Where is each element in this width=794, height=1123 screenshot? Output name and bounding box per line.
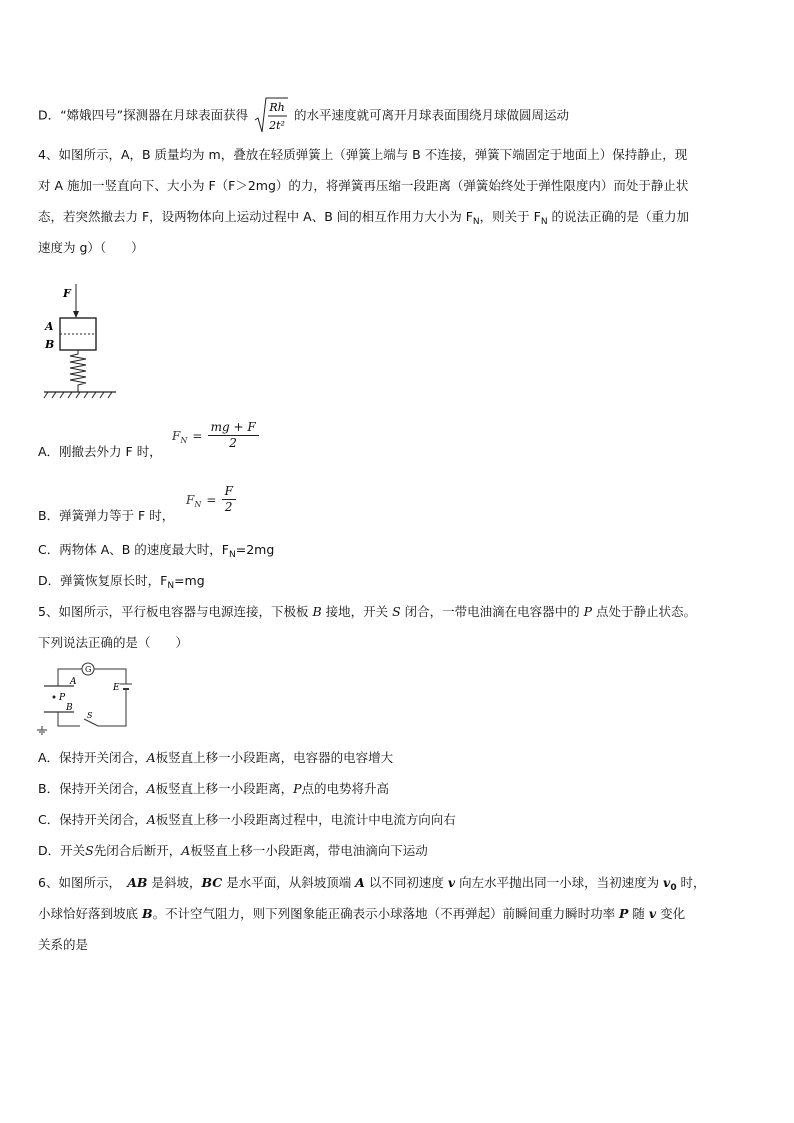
q5-var: B bbox=[312, 604, 322, 619]
option-text: C．两物体 A、B 的速度最大时，F bbox=[38, 542, 229, 557]
force-label: F bbox=[63, 287, 71, 300]
option-label: A．刚撤去外力 F 时， bbox=[38, 444, 162, 459]
q4-text: 态，若突然撤去力 F，设两物体向上运动过程中 A、B 间的相互作用力大小为 F bbox=[38, 209, 473, 224]
q6-var: v bbox=[648, 906, 657, 921]
wire-top-right bbox=[94, 669, 126, 684]
q4-text: ，则关于 F bbox=[479, 209, 541, 224]
q6-text: 6、如图所示， bbox=[38, 875, 128, 890]
q6-text: 小球恰好落到坡底 bbox=[38, 906, 142, 921]
sqrt-expression bbox=[254, 96, 288, 136]
q4-option-a bbox=[38, 444, 758, 460]
wire-bottom-left bbox=[58, 712, 80, 726]
q4-option-a-formula bbox=[172, 420, 259, 451]
q4-line-3 bbox=[38, 209, 758, 225]
q6-var: B bbox=[141, 906, 153, 921]
q5-var: P bbox=[583, 604, 593, 619]
option-var: A bbox=[146, 781, 156, 796]
fraction-numerator: mg + F bbox=[208, 420, 259, 436]
fraction-denominator: 2 bbox=[224, 500, 233, 514]
option-text: 先闭合后断开， bbox=[93, 843, 182, 858]
q6-text: 变化 bbox=[656, 906, 686, 921]
option-text: 点的电势将升高 bbox=[301, 781, 390, 796]
option-text: C．保持开关闭合， bbox=[38, 812, 147, 827]
option-text: B．保持开关闭合， bbox=[38, 781, 147, 796]
ground-hatching bbox=[44, 392, 112, 398]
equals-sign: = bbox=[206, 493, 217, 507]
q5-option-c bbox=[38, 812, 758, 828]
option-text: =2mg bbox=[235, 542, 275, 557]
force-arrow-head bbox=[73, 311, 79, 318]
option-var: P bbox=[293, 781, 302, 796]
option-text: D．开关 bbox=[38, 843, 86, 858]
q6-text: 是斜坡， bbox=[147, 875, 202, 890]
formula-lhs: F bbox=[172, 429, 181, 443]
q6-var: P bbox=[619, 906, 629, 921]
q6-var: AB bbox=[127, 875, 148, 890]
q5-line-1 bbox=[38, 604, 758, 620]
option-text: 板竖直上移一小段距离，带电油滴向下运动 bbox=[190, 843, 428, 858]
option-text: 板竖直上移一小段距离过程中，电流计中电流方向向右 bbox=[155, 812, 456, 827]
q6-line-1 bbox=[38, 875, 758, 891]
formula-lhs-sub: N bbox=[180, 436, 188, 445]
q6-text: 是水平面，从斜坡顶端 bbox=[222, 875, 356, 890]
spring bbox=[70, 350, 86, 392]
fraction-numerator: F bbox=[222, 484, 236, 500]
q6-var: v bbox=[447, 875, 456, 890]
q6-var: BC bbox=[201, 875, 223, 890]
fraction bbox=[208, 420, 259, 451]
q4-option-b bbox=[38, 508, 758, 524]
option-text: 板竖直上移一小段距离，电容器的电容增大 bbox=[155, 750, 394, 765]
fraction-denominator: 2 bbox=[229, 436, 237, 450]
subscript: N bbox=[540, 217, 548, 227]
option-text: A．保持开关闭合， bbox=[38, 750, 147, 765]
option-var: A bbox=[146, 750, 156, 765]
wire-right-bottom bbox=[98, 689, 126, 726]
q6-line-3: 关系的是 bbox=[38, 937, 89, 952]
subscript: N bbox=[229, 550, 236, 560]
galvanometer-label: G bbox=[85, 665, 92, 674]
q4-option-b-formula bbox=[186, 484, 236, 515]
q4-line-1: 4、如图所示，A，B 质量均为 m，叠放在轻质弹簧上（弹簧上端与 B 不连接，弹簧下端固定于地面上）保持静止，现 bbox=[38, 147, 688, 162]
subscript: N bbox=[472, 217, 480, 227]
q4-line-2: 对 A 施加一竖直向下、大小为 F（F＞2mg）的力，将弹簧再压缩一段距离（弹簧始终处于弹性限度内）而处于静止状 bbox=[38, 178, 689, 193]
q5-text: 5、如图所示，平行板电容器与电源连接，下极板 bbox=[38, 604, 313, 619]
q5-var: S bbox=[392, 604, 401, 619]
equals-sign: = bbox=[192, 429, 203, 443]
q5-text: 接地，开关 bbox=[321, 604, 393, 619]
sqrt-numerator: Rh bbox=[269, 101, 285, 114]
option-label: B．弹簧弹力等于 F 时， bbox=[38, 508, 175, 523]
q4-option-d bbox=[38, 573, 758, 589]
option-var: A bbox=[146, 812, 156, 827]
subscript: 0 bbox=[670, 883, 677, 893]
q4-line-4: 速度为 g）（ ） bbox=[38, 240, 144, 255]
block-a-label: A bbox=[45, 320, 54, 333]
q6-text: 时， bbox=[676, 875, 706, 890]
formula-lhs: F bbox=[186, 493, 195, 507]
fraction bbox=[222, 484, 236, 515]
switch-label: S bbox=[87, 711, 93, 720]
sqrt-sign bbox=[254, 96, 288, 136]
q6-text: 。不计空气阻力，则下列图象能正确表示小球落地（不再弹起）前瞬间重力瞬时功率 bbox=[152, 906, 620, 921]
q6-text: 随 bbox=[628, 906, 649, 921]
battery-label: E bbox=[113, 683, 120, 693]
q6-text: 向左水平抛出同一小球，当初速度为 bbox=[455, 875, 664, 890]
q6-text: 以不同初速度 bbox=[364, 875, 448, 890]
option-text-suffix: 的水平速度就可离开月球表面围绕月球做圆周运动 bbox=[294, 107, 570, 123]
q5-option-b bbox=[38, 781, 758, 797]
formula-lhs-sub: N bbox=[194, 500, 202, 509]
oil-drop-point bbox=[53, 696, 56, 699]
plate-b-label: B bbox=[66, 703, 73, 713]
q5-text: 闭合，一带电油滴在电容器中的 bbox=[400, 604, 584, 619]
subscript: N bbox=[167, 581, 175, 591]
option-text: =mg bbox=[174, 573, 205, 588]
q4-text: 的说法正确的是（重力加 bbox=[547, 209, 690, 224]
point-p-label: P bbox=[59, 693, 66, 703]
sqrt-denominator: 2t² bbox=[269, 119, 285, 132]
block-b-label: B bbox=[45, 338, 55, 351]
q4-option-c bbox=[38, 542, 758, 558]
q5-text: 点处于静止状态。 bbox=[592, 604, 697, 619]
q5-line-2: 下列说法正确的是（ ） bbox=[38, 635, 189, 650]
option-text: 板竖直上移一小段距离， bbox=[155, 781, 294, 796]
plate-a-label: A bbox=[70, 677, 77, 687]
q6-var: v bbox=[663, 875, 671, 890]
option-text: D．“嫦娥四号”探测器在月球表面获得 bbox=[38, 107, 249, 123]
q5-option-a bbox=[38, 750, 758, 766]
prev-option-d bbox=[38, 96, 758, 136]
option-var: S bbox=[85, 843, 94, 858]
switch-blade bbox=[84, 719, 98, 726]
option-var: A bbox=[181, 843, 191, 858]
q6-line-2 bbox=[38, 906, 758, 922]
q5-option-d bbox=[38, 843, 758, 859]
q4-spring-blocks-figure bbox=[40, 278, 124, 400]
option-text: D．弹簧恢复原长时，F bbox=[38, 573, 168, 588]
q6-var: A bbox=[355, 875, 365, 890]
q5-capacitor-circuit-figure bbox=[36, 660, 132, 736]
